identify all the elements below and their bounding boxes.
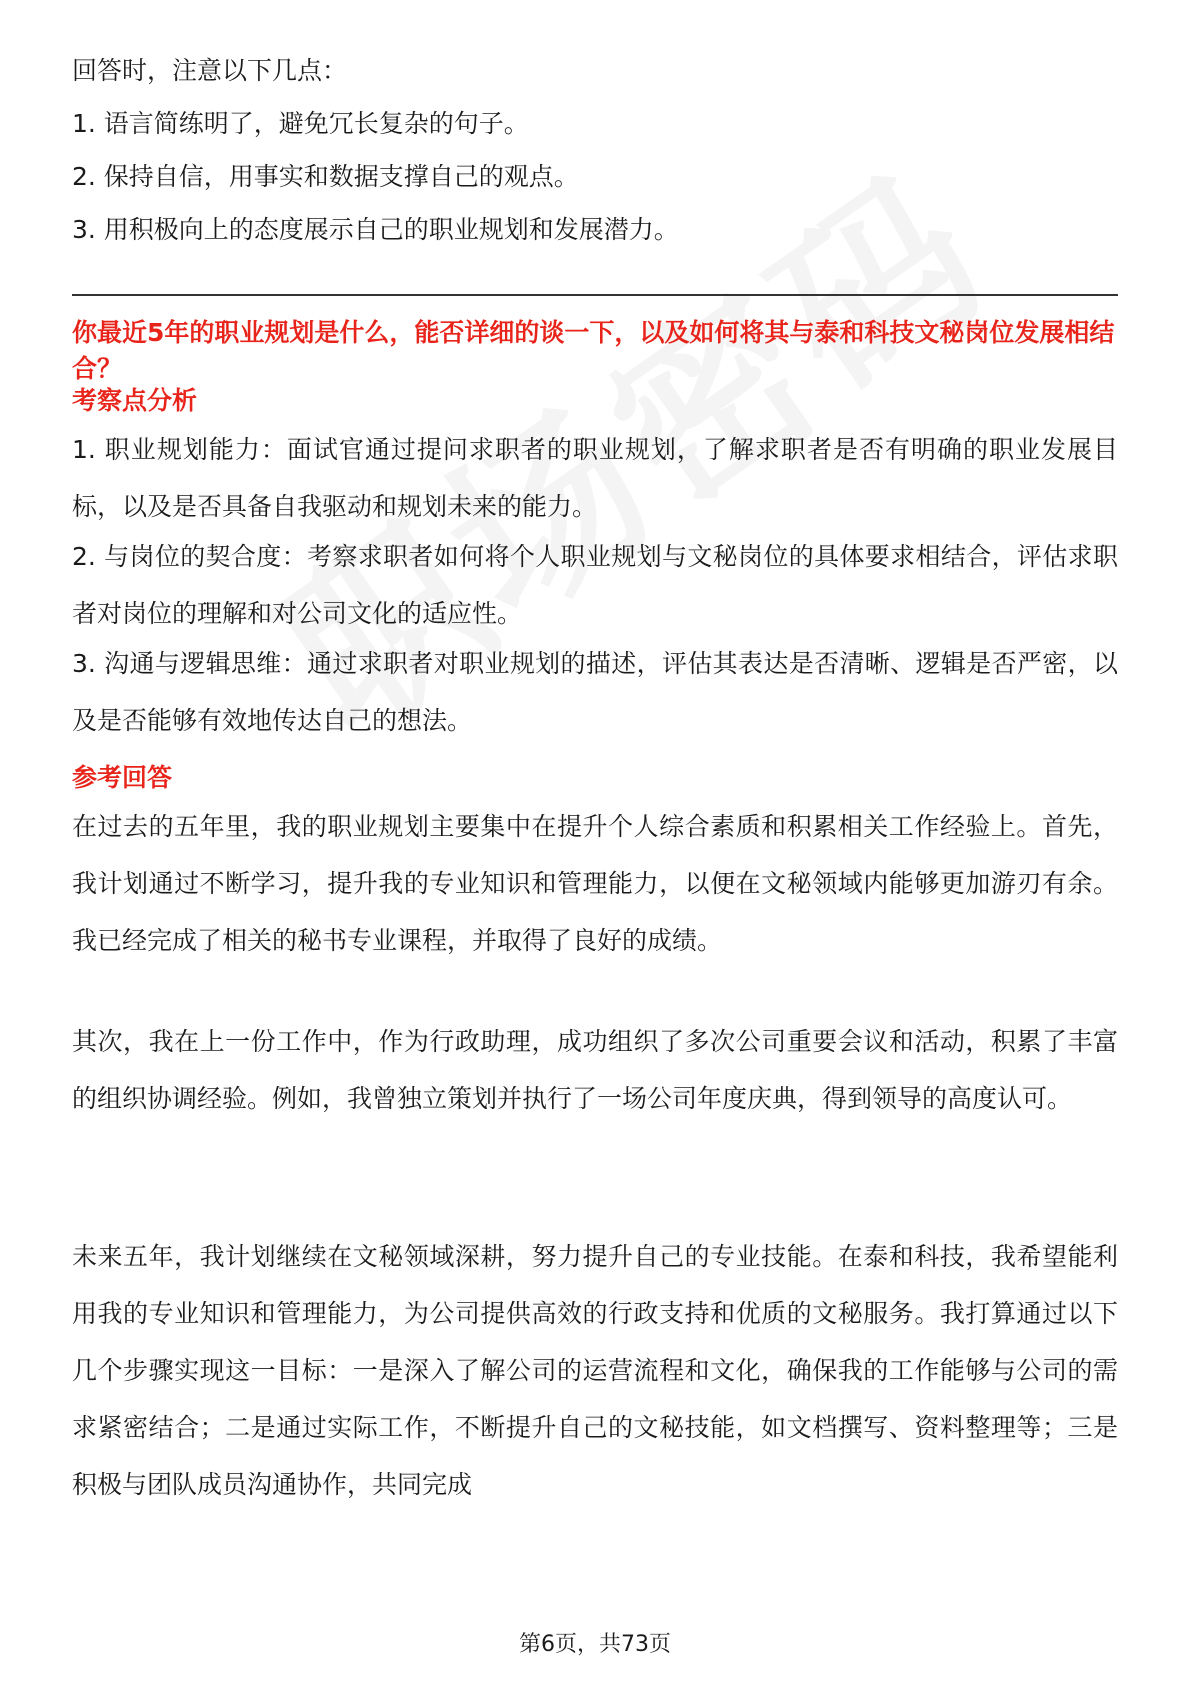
section-divider: [72, 294, 1118, 296]
analysis-heading: 考察点分析: [72, 386, 198, 415]
interview-question: 你最近5年的职业规划是什么，能否详细的谈一下，以及如何将其与泰和科技文秘岗位发展相结合？: [72, 318, 1115, 383]
page-number: 第6页，共73页: [519, 1632, 671, 1657]
analysis-point: 3. 沟通与逻辑思维：通过求职者对职业规划的描述，评估其表达是否清晰、逻辑是否严密，以及是否能够有效地传达自己的想法。: [72, 649, 1118, 735]
tip-item: 2. 保持自信，用事实和数据支撑自己的观点。: [72, 162, 579, 191]
intro-title: 回答时，注意以下几点：: [72, 56, 348, 85]
tip-item: 3. 用积极向上的态度展示自己的职业规划和发展潜力。: [72, 215, 679, 244]
tip-item: 1. 语言简练明了，避免冗长复杂的句子。: [72, 109, 529, 138]
analysis-point: 1. 职业规划能力：面试官通过提问求职者的职业规划，了解求职者是否有明确的职业发展目标，以及是否具备自我驱动和规划未来的能力。: [72, 435, 1118, 521]
answer-paragraph: 在过去的五年里，我的职业规划主要集中在提升个人综合素质和积累相关工作经验上。首先，我计划通过不断学习，提升我的专业知识和管理能力，以便在文秘领域内能够更加游刃有余。我已经完成了相关的秘书专业课程，并取得了良好的成绩。: [72, 812, 1118, 955]
answer-paragraph: 未来五年，我计划继续在文秘领域深耕，努力提升自己的专业技能。在泰和科技，我希望能利用我的专业知识和管理能力，为公司提供高效的行政支持和优质的文秘服务。我打算通过以下几个步骤实现这一目标：一是深入了解公司的运营流程和文化，确保我的工作能够与公司的需求紧密结合；二是通过实际工作，不断提升自己的文秘技能，如文档撰写、资料整理等；三是积极与团队成员沟通协作，共同完成: [72, 1242, 1118, 1499]
answer-heading: 参考回答: [72, 763, 173, 792]
answer-paragraph: 其次，我在上一份工作中，作为行政助理，成功组织了多次公司重要会议和活动，积累了丰富的组织协调经验。例如，我曾独立策划并执行了一场公司年度庆典，得到领导的高度认可。: [72, 1027, 1118, 1113]
analysis-point: 2. 与岗位的契合度：考察求职者如何将个人职业规划与文秘岗位的具体要求相结合，评估求职者对岗位的理解和对公司文化的适应性。: [72, 542, 1118, 628]
